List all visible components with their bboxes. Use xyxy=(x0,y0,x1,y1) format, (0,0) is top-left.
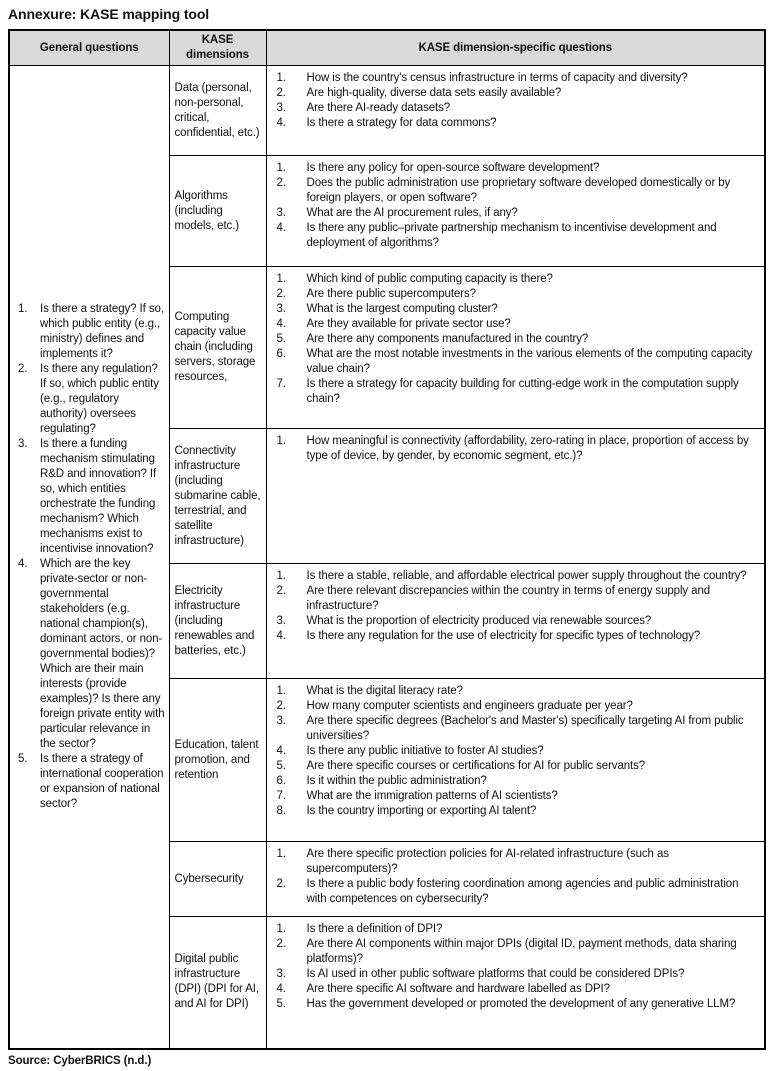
question-item xyxy=(277,804,759,819)
question-item xyxy=(277,937,759,967)
table-row xyxy=(9,66,765,156)
column-header-dimension-specific-questions: KASE dimension-specific questions xyxy=(266,30,765,66)
question-number: 2. xyxy=(18,362,28,375)
question-number: 5. xyxy=(18,752,28,765)
column-header-kase-dimensions: KASE dimensions xyxy=(169,30,266,66)
questions-cell-algorithms xyxy=(266,156,765,267)
question-number: 4. xyxy=(276,117,286,129)
question-number: 6. xyxy=(276,348,286,360)
question-text: Are there specific courses or certifications for AI for public servants? xyxy=(306,760,646,772)
question-text: Is it within the public administration? xyxy=(306,775,487,787)
question-text: How many computer scientists and engineers graduate per year? xyxy=(306,700,633,712)
question-item xyxy=(277,221,759,251)
question-text: What are the most notable investments in the various elements of the computing capacity value chain? xyxy=(306,348,753,375)
general-questions-cell xyxy=(9,66,169,1049)
question-item xyxy=(277,569,759,584)
question-number: 1. xyxy=(18,302,28,315)
question-item xyxy=(277,86,759,101)
question-number: 1. xyxy=(276,273,286,285)
question-text: Has the government developed or promoted the development of any generative LLM? xyxy=(306,998,736,1010)
questions-cell-cybersecurity xyxy=(266,842,765,917)
question-number: 8. xyxy=(276,805,286,817)
question-item xyxy=(277,71,759,86)
page-title: Annexure: KASE mapping tool xyxy=(8,6,210,22)
question-number: 1. xyxy=(276,923,286,935)
dimension-cell-data: Data (personal, non-personal, critical, confidential, etc.) xyxy=(169,66,266,156)
question-text: Is there a strategy of international cooperation or expansion of national sector? xyxy=(40,752,164,810)
question-item xyxy=(18,362,165,437)
header-row xyxy=(9,30,765,66)
question-item xyxy=(277,584,759,614)
column-header-general-questions: General questions xyxy=(9,30,169,66)
question-text: Does the public administration use proprietary software developed domestically or by foreign players, or open software? xyxy=(306,177,731,204)
dimension-cell-dpi: Digital public infrastructure (DPI) (DPI for AI, and AI for DPI) xyxy=(169,917,266,1049)
question-number: 1. xyxy=(276,72,286,84)
question-number: 2. xyxy=(276,878,286,890)
question-item xyxy=(18,752,165,812)
question-item xyxy=(277,332,759,347)
question-text: Is there any regulation? If so, which public entity (e.g., regulatory authority) oversees regulating? xyxy=(40,362,159,435)
question-number: 1. xyxy=(276,570,286,582)
question-text: Are they available for private sector use? xyxy=(306,318,511,330)
question-text: Is there a public body fostering coordination among agencies and public administration with competences on cybersecurity? xyxy=(306,878,739,905)
question-item xyxy=(277,377,759,407)
question-item xyxy=(277,317,759,332)
question-item xyxy=(277,101,759,116)
question-text: What are the immigration patterns of AI scientists? xyxy=(306,790,558,802)
question-text: Are there specific protection policies for AI-related infrastructure (such as supercomputers)? xyxy=(306,848,669,875)
question-text: Is there a funding mechanism stimulating R&D and innovation? If so, which entities orchestrate the funding mechanism? Which mechanisms exist to incentivise innovation? xyxy=(40,437,157,555)
question-number: 3. xyxy=(276,968,286,980)
question-text: Are high-quality, diverse data sets easily available? xyxy=(306,87,562,99)
question-item xyxy=(277,922,759,937)
question-text: Is there any policy for open-source software development? xyxy=(306,162,600,174)
question-number: 2. xyxy=(276,700,286,712)
source-note: Source: CyberBRICS (n.d.) xyxy=(8,1054,152,1067)
question-text: Which kind of public computing capacity is there? xyxy=(306,273,553,285)
question-item xyxy=(18,557,165,752)
question-text: Is there a stable, reliable, and affordable electrical power supply throughout the country? xyxy=(306,570,747,582)
question-number: 3. xyxy=(18,437,28,450)
question-item xyxy=(277,684,759,699)
question-item xyxy=(18,302,165,362)
question-item xyxy=(277,759,759,774)
question-number: 1. xyxy=(276,162,286,174)
question-item xyxy=(277,176,759,206)
question-item xyxy=(277,434,759,464)
dimension-cell-algorithms: Algorithms (including models, etc.) xyxy=(169,156,266,267)
question-item xyxy=(18,437,165,557)
question-number: 1. xyxy=(276,685,286,697)
question-text: Are there specific degrees (Bachelor's and Master's) specifically targeting AI from public universities? xyxy=(306,715,744,742)
dimension-cell-education: Education, talent promotion, and retention xyxy=(169,679,266,842)
question-text: Which are the key private-sector or non-governmental stakeholders (e.g. national champion(s), dominant actors, or non-governmental bodies)? Which are their main interests (provide examples)? Is there any foreign private entity with particular relevance in the sector? xyxy=(40,557,165,750)
question-number: 7. xyxy=(276,378,286,390)
question-number: 5. xyxy=(276,998,286,1010)
questions-cell-education xyxy=(266,679,765,842)
question-item xyxy=(277,774,759,789)
question-number: 2. xyxy=(276,87,286,99)
question-item xyxy=(277,272,759,287)
question-number: 4. xyxy=(18,557,28,570)
question-number: 2. xyxy=(276,938,286,950)
question-number: 5. xyxy=(276,760,286,772)
question-text: Is AI used in other public software platforms that could be considered DPIs? xyxy=(306,968,685,980)
question-item xyxy=(277,997,759,1012)
question-number: 4. xyxy=(276,983,286,995)
question-item xyxy=(277,789,759,804)
question-text: How is the country's census infrastructure in terms of capacity and diversity? xyxy=(306,72,688,84)
question-text: Is the country importing or exporting AI talent? xyxy=(306,805,537,817)
question-number: 2. xyxy=(276,288,286,300)
question-text: What is the largest computing cluster? xyxy=(306,303,498,315)
questions-cell-electricity xyxy=(266,564,765,679)
question-text: Is there a definition of DPI? xyxy=(306,923,443,935)
question-item xyxy=(277,614,759,629)
questions-cell-connectivity xyxy=(266,429,765,564)
question-number: 4. xyxy=(276,745,286,757)
question-item xyxy=(277,744,759,759)
question-number: 4. xyxy=(276,630,286,642)
question-item xyxy=(277,877,759,907)
question-text: How meaningful is connectivity (affordability, zero-rating in place, proportion of access by type of device, by gender, by economic segment, etc.)? xyxy=(306,435,749,462)
question-item xyxy=(277,982,759,997)
question-number: 3. xyxy=(276,615,286,627)
kase-mapping-table xyxy=(8,29,766,1050)
question-text: Is there a strategy? If so, which public entity (e.g., ministry) defines and implements it? xyxy=(40,302,164,360)
question-number: 2. xyxy=(276,585,286,597)
question-text: Are there AI-ready datasets? xyxy=(306,102,451,114)
question-number: 2. xyxy=(276,177,286,189)
questions-cell-dpi xyxy=(266,917,765,1049)
question-number: 1. xyxy=(276,848,286,860)
dimension-cell-cybersecurity: Cybersecurity xyxy=(169,842,266,917)
question-number: 3. xyxy=(276,715,286,727)
question-item xyxy=(277,629,759,644)
question-text: What is the proportion of electricity produced via renewable sources? xyxy=(306,615,652,627)
question-text: Are there relevant discrepancies within the country in terms of energy supply and infrastructure? xyxy=(306,585,711,612)
question-item xyxy=(277,206,759,221)
question-item xyxy=(277,347,759,377)
question-item xyxy=(277,116,759,131)
question-text: Are there public supercomputers? xyxy=(306,288,476,300)
question-number: 5. xyxy=(276,333,286,345)
question-number: 7. xyxy=(276,790,286,802)
dimension-cell-connectivity: Connectivity infrastructure (including submarine cable, terrestrial, and satellite infrastructure) xyxy=(169,429,266,564)
dimension-cell-computing-capacity: Computing capacity value chain (including servers, storage resources, xyxy=(169,267,266,429)
questions-cell-computing-capacity xyxy=(266,267,765,429)
question-text: Is there a strategy for capacity building for cutting-edge work in the computation supply chain? xyxy=(306,378,739,405)
question-item xyxy=(277,161,759,176)
question-item xyxy=(277,967,759,982)
question-text: What is the digital literacy rate? xyxy=(306,685,463,697)
question-number: 1. xyxy=(276,435,286,447)
question-text: Are there specific AI software and hardware labelled as DPI? xyxy=(306,983,610,995)
question-text: What are the AI procurement rules, if any? xyxy=(306,207,518,219)
question-item xyxy=(277,714,759,744)
questions-cell-data xyxy=(266,66,765,156)
question-item xyxy=(277,847,759,877)
question-text: Is there any public–private partnership mechanism to incentivise development and deployment of algorithms? xyxy=(306,222,717,249)
question-text: Is there any regulation for the use of electricity for specific types of technology? xyxy=(306,630,701,642)
question-text: Are there any components manufactured in the country? xyxy=(306,333,589,345)
question-text: Are there AI components within major DPIs (digital ID, payment methods, data sharing platforms)? xyxy=(306,938,737,965)
question-number: 4. xyxy=(276,318,286,330)
question-text: Is there a strategy for data commons? xyxy=(306,117,497,129)
question-item xyxy=(277,302,759,317)
question-number: 4. xyxy=(276,222,286,234)
dimension-cell-electricity: Electricity infrastructure (including renewables and batteries, etc.) xyxy=(169,564,266,679)
question-item xyxy=(277,287,759,302)
question-number: 3. xyxy=(276,207,286,219)
question-number: 3. xyxy=(276,102,286,114)
question-text: Is there any public initiative to foster AI studies? xyxy=(306,745,544,757)
question-item xyxy=(277,699,759,714)
question-number: 6. xyxy=(276,775,286,787)
question-number: 3. xyxy=(276,303,286,315)
